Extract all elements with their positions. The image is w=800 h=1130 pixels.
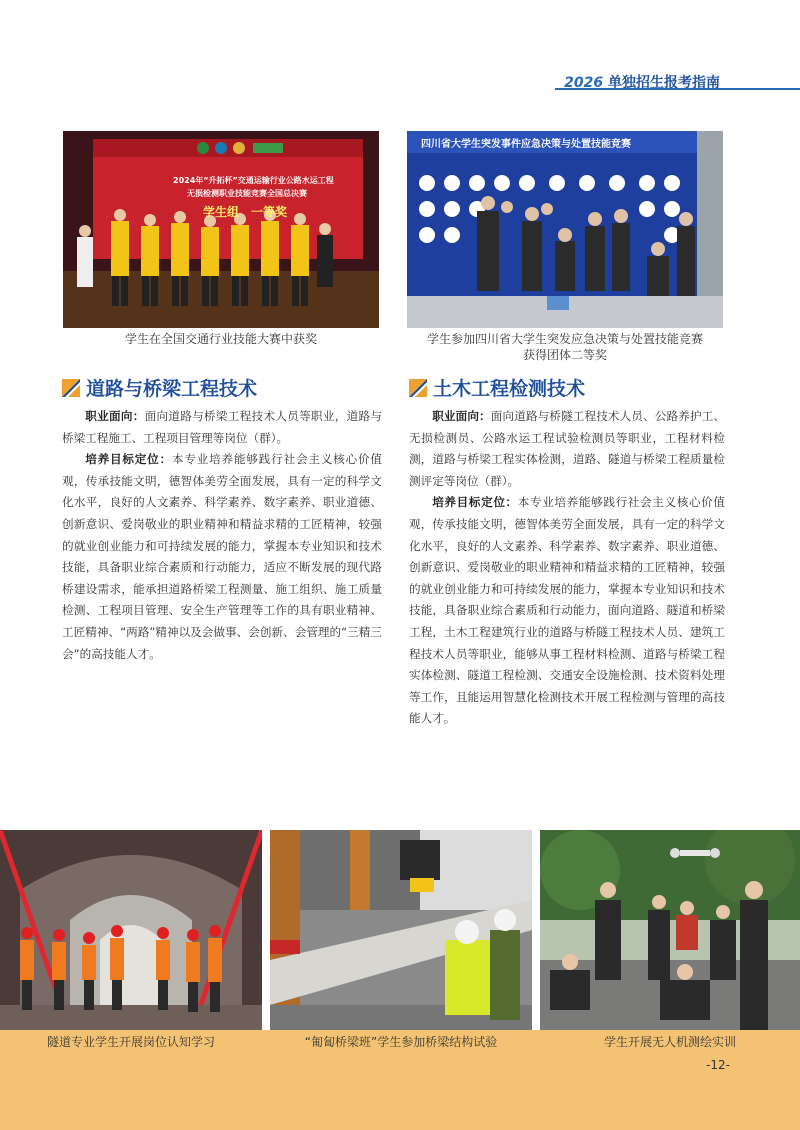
tunnel-illustration <box>0 830 262 1030</box>
pencil-slash-icon <box>62 379 80 397</box>
lead-career-road: 职业面向： <box>85 409 145 423</box>
section-title-civil-testing <box>409 374 585 401</box>
drone-survey-illustration <box>540 830 800 1030</box>
photo-bridge-test <box>270 830 532 1030</box>
header-title <box>564 72 720 92</box>
text-career-civil: 面向道路与桥隧工程技术人员、公路养护工、无损检测员、公路水运工程试验检测员等职业，工程材料检测，道路与桥梁工程实体检测，道路、隧道与桥梁工程质量检测评定等岗位（群）。 <box>409 409 725 488</box>
screen-line-3: 学生组 一等奖 <box>203 205 288 219</box>
section-title-road-bridge <box>62 374 257 401</box>
sichuan-competition-illustration <box>407 131 723 328</box>
photo-sichuan-competition <box>407 131 723 328</box>
caption-sichuan-competition <box>407 331 723 363</box>
photo-drone-survey <box>540 830 800 1030</box>
pencil-slash-icon <box>409 379 427 397</box>
header-year: 2026 <box>564 75 604 91</box>
photo-tunnel <box>0 830 262 1030</box>
caption-drone-survey: 学生开展无人机测绘实训 <box>603 1035 736 1049</box>
award-ceremony-illustration <box>63 131 379 328</box>
text-goal-civil: 本专业培养能够践行社会主义核心价值观，传承技能文明，德智体美劳全面发展，具有一定的科学文化水平，良好的人文素养、科学素养、数字素养、职业道德、创新意识、爱岗敬业的职业精神和精益求精的工匠精神，较强的就业创业能力和可持续发展的能力，掌握本专业知识和技术技能，具备职业综合素质和行动能力，面向道路、隧道和桥梁工程，土木工程建筑行业的道路与桥隧工程技术人员、建筑工程技术人员等职业，能够从事工程材料检测、道路与桥梁工程实体检测、隧道工程检测、交通安全设施检测、技术资料处理等工作，且能运用智慧化检测技术开展工程检测与管理的高技能人才。 <box>409 495 725 726</box>
section-body-civil-testing <box>409 406 725 730</box>
photo-award-ceremony <box>63 131 379 328</box>
caption-sichuan-line1: 学生参加四川省大学生突发应急决策与处置技能竞赛 <box>426 332 703 346</box>
header-title-text: 单独招生报考指南 <box>608 75 720 91</box>
text-goal-road: 本专业培养能够践行社会主义核心价值观，传承技能文明，德智体美劳全面发展，具有一定的科学文化水平，良好的人文素养、科学素养、数字素养、职业道德、创新意识、爱岗敬业的职业精神和精益求精的工匠精神，较强的就业创业能力和可持续发展的能力，掌握本专业知识和技术技能，具备职业综合素质和行动能力，适应不断发展的现代路桥建设需求，能承担道路桥梁工程测量、施工组织、施工质量检测、工程项目管理、安全生产管理等工作的具有职业精神、工匠精神、“两路”精神以及会做事、会创新、会管理的“三精三会”的高技能人才。 <box>62 452 382 661</box>
page-number: -12- <box>706 1058 730 1072</box>
screen-line-1: 2024年“升拓杯”交通运输行业公路水运工程 <box>173 176 334 185</box>
caption-award-ceremony: 学生在全国交通行业技能大赛中获奖 <box>124 332 317 346</box>
lead-goal-civil: 培养目标定位： <box>432 495 518 510</box>
paragraph-career-civil <box>409 406 725 492</box>
section-title-civil-testing-text: 土木工程检测技术 <box>433 378 586 400</box>
section-title-road-bridge-text: 道路与桥梁工程技术 <box>86 378 258 400</box>
screen-line-2: 无损检测职业技能竞赛全国总决赛 <box>187 189 307 198</box>
competition-banner: 四川省大学生突发事件应急决策与处置技能竞赛 <box>421 139 631 150</box>
page-header <box>0 72 800 94</box>
caption-bridge-test: “匍匐桥梁班”学生参加桥梁结构试验 <box>304 1035 498 1049</box>
caption-tunnel: 隧道专业学生开展岗位认知学习 <box>46 1035 215 1049</box>
lead-goal-road: 培养目标定位： <box>85 452 172 467</box>
paragraph-career-road <box>62 406 382 449</box>
lead-career-civil: 职业面向： <box>432 409 491 423</box>
text-career-road: 面向道路与桥梁工程技术人员等职业，道路与桥梁工程施工、工程项目管理等岗位（群）。 <box>62 409 382 445</box>
paragraph-goal-civil <box>409 492 725 730</box>
paragraph-goal-road <box>62 449 382 665</box>
caption-sichuan-line2: 获得团体二等奖 <box>522 348 607 362</box>
section-body-road-bridge <box>62 406 382 665</box>
bridge-test-illustration <box>270 830 532 1030</box>
